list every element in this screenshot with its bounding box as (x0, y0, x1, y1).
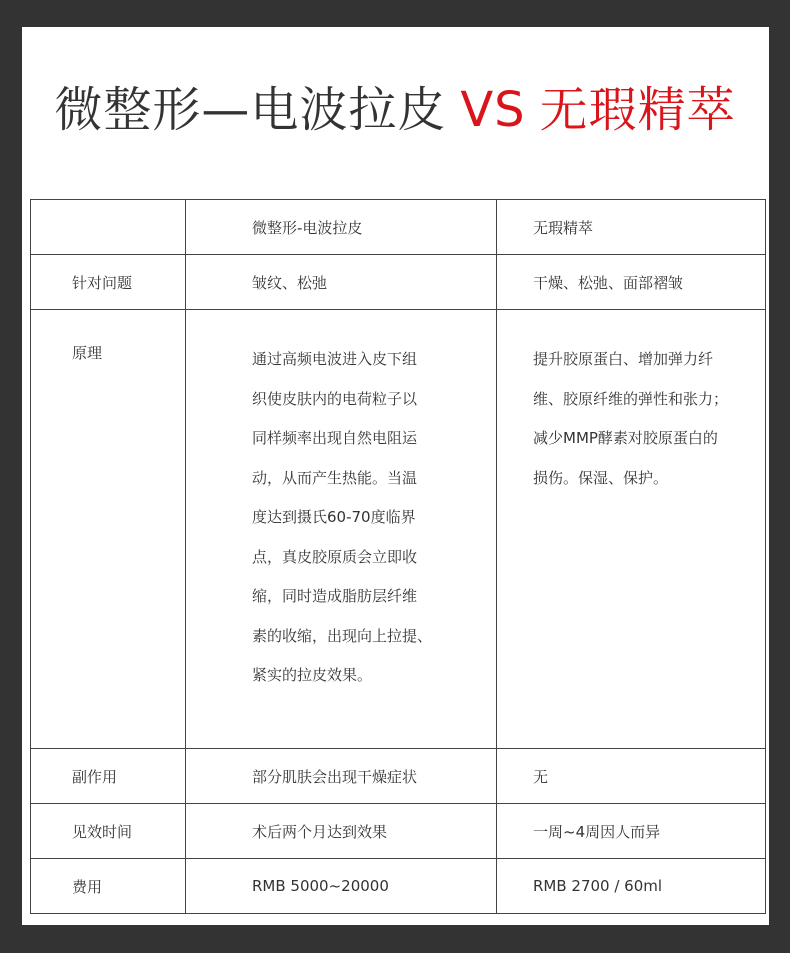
header-product-b: 无瑕精萃 (497, 200, 766, 255)
title-left: 微整形—电波拉皮 (54, 82, 447, 138)
cell-product-b: 无 (497, 749, 766, 804)
cell-product-a: 皱纹、松弛 (186, 255, 497, 310)
cell-product-b: RMB 2700 / 60ml (497, 859, 766, 914)
row-label: 副作用 (31, 749, 186, 804)
cell-product-a: RMB 5000~20000 (186, 859, 497, 914)
page-title (0, 80, 790, 140)
header-product-a: 微整形-电波拉皮 (186, 200, 497, 255)
comparison-table (30, 199, 766, 914)
header-empty-cell (31, 200, 186, 255)
row-label: 原理 (31, 310, 186, 749)
table-row (31, 310, 766, 749)
table-header-row (31, 200, 766, 255)
row-label: 费用 (31, 859, 186, 914)
cell-product-a: 通过高频电波进入皮下组 织使皮肤内的电荷粒子以 同样频率出现自然电阻运 动，从而产生热能。当温 度达到摄氏60-70度临界 点，真皮胶原质会立即收 缩，同时造成脂肪层纤维 素的收缩，出现向上拉提、 紧实的拉皮效果。 (186, 310, 497, 749)
table-row (31, 804, 766, 859)
table-row (31, 749, 766, 804)
cell-product-b: 提升胶原蛋白、增加弹力纤 维、胶原纤维的弹性和张力； 减少MMP酵素对胶原蛋白的 损伤。保湿、保护。 (497, 310, 766, 749)
cell-product-a: 术后两个月达到效果 (186, 804, 497, 859)
row-label: 针对问题 (31, 255, 186, 310)
title-vs: VS (460, 82, 526, 138)
table-row (31, 859, 766, 914)
cell-product-b: 干燥、松弛、面部褶皱 (497, 255, 766, 310)
row-label: 见效时间 (31, 804, 186, 859)
cell-product-a: 部分肌肤会出现干燥症状 (186, 749, 497, 804)
cell-product-b: 一周~4周因人而异 (497, 804, 766, 859)
table-row (31, 255, 766, 310)
title-right: 无瑕精萃 (539, 82, 736, 138)
